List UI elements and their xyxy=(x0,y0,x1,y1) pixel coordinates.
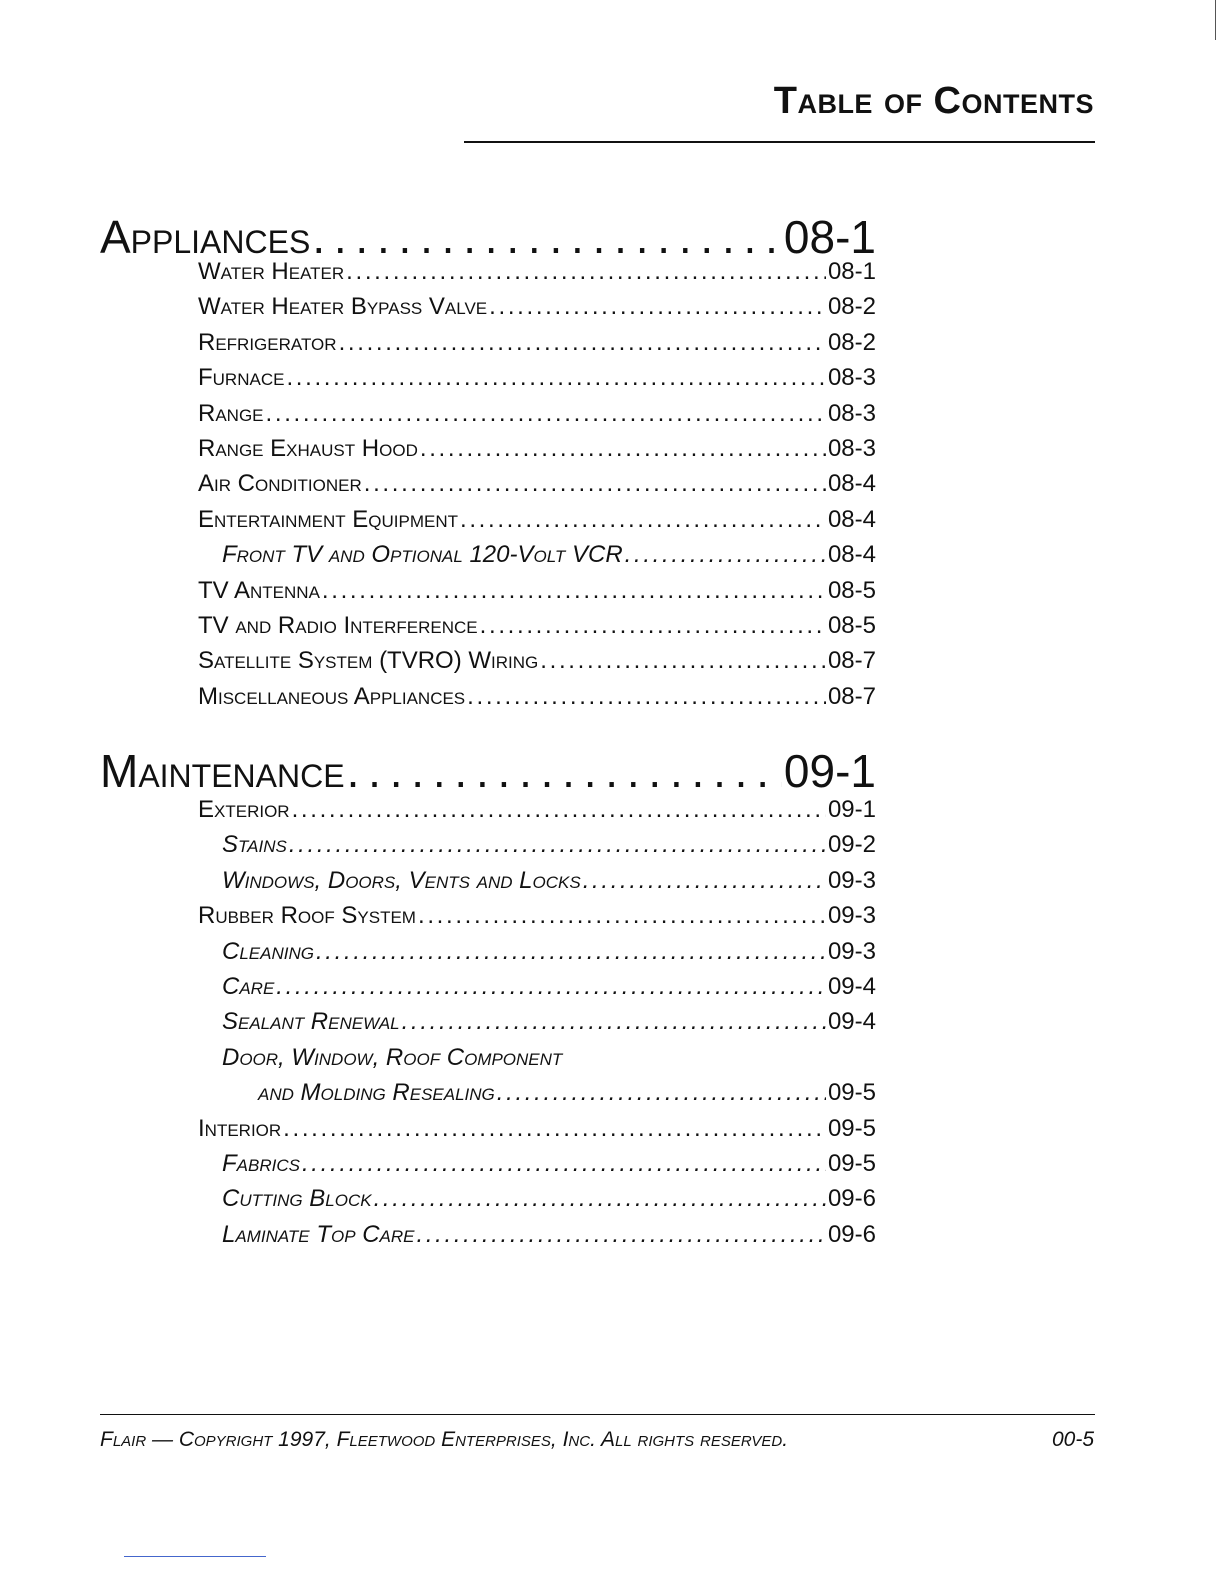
toc-entry-page-number: 08-3 xyxy=(827,364,876,392)
dot-leader xyxy=(489,293,826,321)
toc-entry xyxy=(198,1115,876,1143)
dot-leader xyxy=(480,612,826,640)
toc-entry-page-number: 08-5 xyxy=(827,576,876,604)
dot-leader xyxy=(460,506,826,534)
toc-entry-page-number: 09-4 xyxy=(827,1008,876,1036)
toc-entry xyxy=(198,258,876,286)
toc-entry-label: Air Conditioner xyxy=(198,470,362,498)
dot-leader xyxy=(289,831,826,859)
toc-entry-label: Sealant Renewal xyxy=(222,1008,400,1036)
dot-leader xyxy=(312,210,782,264)
toc-entry xyxy=(198,612,876,640)
toc-entry xyxy=(198,470,876,498)
toc-entry xyxy=(222,1044,876,1072)
dot-leader xyxy=(266,400,826,428)
dot-leader xyxy=(374,1185,826,1213)
toc-entry-label: Laminate Top Care xyxy=(222,1220,415,1248)
toc-entry-page-number: 09-1 xyxy=(827,796,876,823)
toc-entry-label: Care xyxy=(222,973,275,1000)
toc-entry xyxy=(198,329,876,357)
toc-entry-page-number: 09-2 xyxy=(827,831,876,859)
toc-entry-page-number: 08-7 xyxy=(827,647,876,675)
section-heading xyxy=(100,210,876,264)
toc-entry-label: Water Heater Bypass Valve xyxy=(198,293,488,321)
dot-leader xyxy=(364,470,826,498)
dot-leader xyxy=(402,1008,826,1036)
title-rule xyxy=(464,141,1095,143)
footer-copyright: Flair — Copyright 1997, Fleetwood Enterprises, Inc. All rights reserved. xyxy=(100,1428,789,1451)
toc-entry-label: Miscellaneous Appliances xyxy=(198,682,466,710)
dot-leader xyxy=(339,329,826,357)
toc-entry xyxy=(198,647,876,675)
toc-entry xyxy=(198,577,876,605)
toc-entry-label: Windows, Doors, Vents and Locks xyxy=(222,866,581,894)
toc-entry xyxy=(198,293,876,321)
toc-entry xyxy=(222,938,876,966)
toc-entry xyxy=(198,506,876,534)
toc-entry-page-number: 09-5 xyxy=(827,1114,876,1142)
toc-entry-page-number: 09-4 xyxy=(827,973,876,1000)
section-title: Maintenance xyxy=(100,745,345,797)
dot-leader xyxy=(625,541,826,569)
toc-entry-page-number: 09-5 xyxy=(827,1079,876,1107)
toc-entry-page-number: 09-3 xyxy=(827,866,876,894)
toc-entry-page-number: 09-5 xyxy=(827,1150,876,1177)
dot-leader xyxy=(276,973,826,1001)
toc-entry-label: Refrigerator xyxy=(198,328,337,356)
toc-entry-page-number: 08-2 xyxy=(827,328,876,356)
dot-leader xyxy=(322,577,826,605)
toc-entry xyxy=(222,1150,876,1178)
toc-entry-label: Cleaning xyxy=(222,937,314,965)
section-heading xyxy=(100,744,876,798)
dot-leader xyxy=(347,744,782,798)
toc-entry-page-number: 09-3 xyxy=(827,902,876,930)
dot-leader xyxy=(283,1115,826,1143)
toc-entry-label: Door, Window, Roof Component xyxy=(222,1043,563,1071)
toc-entry-label: and Molding Resealing xyxy=(258,1079,495,1107)
toc-entry-label: Furnace xyxy=(198,364,285,392)
dot-leader xyxy=(540,647,826,675)
toc-entry-label: Range Exhaust Hood xyxy=(198,435,418,462)
page-title: Table of Contents xyxy=(773,80,1094,122)
toc-entry-label: Satellite System (TVRO) Wiring xyxy=(198,647,539,675)
toc-entry-page-number: 08-5 xyxy=(827,612,876,639)
section-title: Appliances xyxy=(100,211,311,263)
toc-entry-label: Exterior xyxy=(198,796,290,823)
section-page-number: 09-1 xyxy=(783,745,876,797)
toc-entry xyxy=(198,902,876,930)
toc-entry-page-number: 09-6 xyxy=(827,1220,876,1248)
dot-leader xyxy=(497,1079,826,1107)
toc-entry xyxy=(198,364,876,392)
toc-entry-label: Stains xyxy=(222,831,287,859)
toc-entry xyxy=(258,1079,876,1107)
dot-leader xyxy=(302,1150,826,1178)
toc-entry-page-number: 08-4 xyxy=(827,470,876,498)
dot-leader xyxy=(467,683,826,711)
toc-entry xyxy=(222,1185,876,1213)
toc-entry-label: TV and Radio Interference xyxy=(198,612,478,639)
dot-leader xyxy=(417,1221,826,1249)
toc-entry xyxy=(222,973,876,1001)
toc-entry-label: Rubber Roof System xyxy=(198,902,416,930)
footer-rule xyxy=(100,1414,1095,1415)
dot-leader xyxy=(292,796,826,824)
dot-leader xyxy=(286,364,826,392)
toc-entry xyxy=(222,541,876,569)
scan-bottom-mark xyxy=(124,1556,266,1557)
toc-entry xyxy=(222,1221,876,1249)
toc-entry-label: Interior xyxy=(198,1114,282,1142)
toc-entry-page-number: 08-3 xyxy=(827,435,876,462)
toc-entry xyxy=(198,796,876,824)
toc-entry-page-number: 08-4 xyxy=(827,505,876,533)
toc-entry-label: Cutting Block xyxy=(222,1185,372,1213)
dot-leader xyxy=(418,902,826,930)
footer-page-number: 00-5 xyxy=(1051,1428,1094,1451)
toc-entry-page-number: 08-7 xyxy=(827,682,876,710)
toc-entry xyxy=(198,400,876,428)
toc-entry-page-number: 08-2 xyxy=(827,293,876,321)
toc-entry-page-number: 09-6 xyxy=(827,1185,876,1213)
scan-edge-mark xyxy=(1215,0,1216,40)
toc-entry-label: Fabrics xyxy=(222,1150,300,1177)
toc-entry-label: Entertainment Equipment xyxy=(198,505,458,533)
toc-entry xyxy=(222,1008,876,1036)
dot-leader xyxy=(420,435,826,463)
toc-entry xyxy=(222,867,876,895)
toc-entry xyxy=(222,831,876,859)
toc-entry-label: Front TV and Optional 120-Volt VCR xyxy=(222,541,623,569)
dot-leader xyxy=(583,867,826,895)
dot-leader xyxy=(316,938,826,966)
toc-entry-label: TV Antenna xyxy=(198,576,320,604)
toc-entry xyxy=(198,683,876,711)
toc-entry-page-number: 09-3 xyxy=(827,937,876,965)
toc-entry xyxy=(198,435,876,463)
toc-entry-label: Water Heater xyxy=(198,258,345,285)
toc-entry-page-number: 08-1 xyxy=(827,258,876,285)
toc-entry-page-number: 08-4 xyxy=(827,541,876,569)
dot-leader xyxy=(346,258,826,286)
toc-entry-label: Range xyxy=(198,399,264,427)
section-page-number: 08-1 xyxy=(783,211,876,263)
toc-entry-page-number: 08-3 xyxy=(827,399,876,427)
